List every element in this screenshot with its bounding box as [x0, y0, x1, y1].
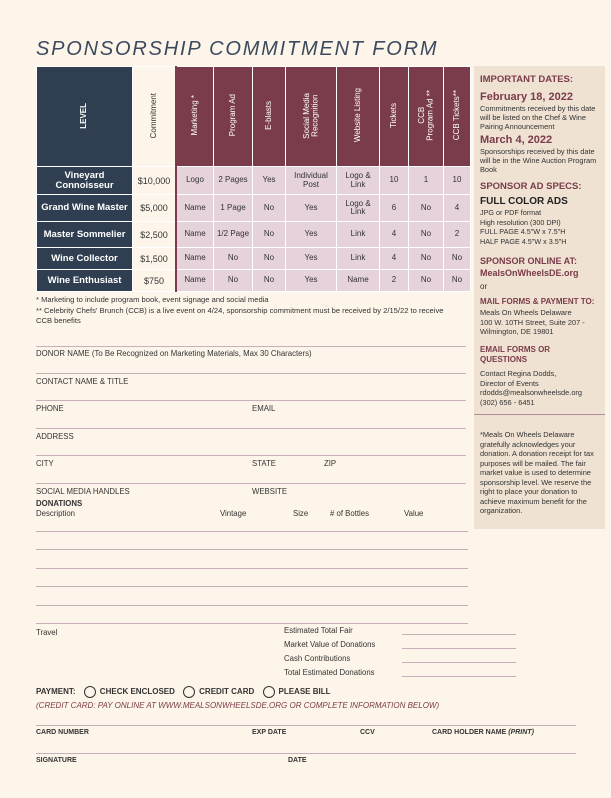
city-state-zip-field[interactable] — [36, 483, 466, 484]
table-cell: 6 — [380, 195, 409, 222]
or-text: or — [480, 282, 488, 291]
column-header: Program Ad — [214, 67, 253, 167]
table-cell: No — [253, 195, 286, 222]
table-cell: Yes — [286, 270, 337, 292]
phone-email-field[interactable] — [36, 428, 466, 429]
email-heading: EMAIL FORMS OR QUESTIONS — [480, 345, 551, 364]
table-cell: 4 — [380, 248, 409, 270]
column-header: CCB Program Ad ** — [409, 67, 444, 167]
contact-info: Contact Regina Dodds, Director of Events rdodds@mealsonwheelsde.org (302) 656 - 6451 — [480, 369, 582, 407]
table-cell: No — [409, 195, 444, 222]
table-cell: 10 — [380, 167, 409, 195]
value-label: Value — [404, 509, 424, 518]
table-row — [37, 195, 471, 222]
donation-line[interactable] — [36, 623, 468, 624]
table-row — [37, 248, 471, 270]
credit-card-label: CREDIT CARD — [199, 687, 255, 697]
table-cell: 4 — [380, 222, 409, 248]
please-bill-radio[interactable] — [263, 686, 275, 698]
level-name: Wine Collector — [37, 248, 133, 270]
column-header: Social Media Recognition — [286, 67, 337, 167]
page-title: SPONSORSHIP COMMITMENT FORM — [36, 38, 439, 60]
footnote-ccb: ** Celebrity Chefs' Brunch (CCB) is a live event on 4/24, sponsorship commitment must be received by 2/15/22 to receive CCB benefits — [36, 305, 444, 325]
ad-specs-heading: SPONSOR AD SPECS: — [480, 181, 582, 192]
table-cell: Logo & Link — [337, 195, 380, 222]
level-name: Grand Wine Master — [37, 195, 133, 222]
level-name: Vineyard Connoisseur — [37, 167, 133, 195]
check-enclosed-label: CHECK ENCLOSED — [99, 687, 175, 697]
email-label: EMAIL — [252, 404, 276, 413]
travel-label: Travel — [36, 628, 58, 637]
ccv-label: CCV — [360, 729, 375, 736]
commitment-value: $2,500 — [133, 222, 177, 248]
address-field[interactable] — [36, 455, 466, 456]
table-cell: Name — [176, 195, 214, 222]
table-cell: Individual Post — [286, 167, 337, 195]
important-dates-heading: IMPORTANT DATES: — [480, 74, 574, 85]
commitment-value: $10,000 — [133, 167, 177, 195]
payment-label: PAYMENT: — [36, 687, 76, 697]
cash-contributions-label: Cash Contributions — [284, 654, 351, 663]
table-row — [37, 270, 471, 292]
date-label: DATE — [288, 757, 307, 764]
table-cell: 1 — [409, 167, 444, 195]
level-header: LEVEL — [37, 67, 133, 167]
footnotes — [36, 295, 456, 327]
credit-card-note: (CREDIT CARD: PAY ONLINE AT WWW.MEALSONWHEELSDE.ORG OR COMPLETE INFORMATION BELOW) — [36, 701, 440, 710]
contact-name-label: CONTACT NAME & TITLE — [36, 377, 129, 386]
donations-heading: DONATIONS — [36, 499, 83, 508]
level-name: Master Sommelier — [37, 222, 133, 248]
column-header: E-blasts — [253, 67, 286, 167]
sponsorship-levels-table — [36, 66, 471, 292]
column-header: Tickets — [380, 67, 409, 167]
social-media-label: SOCIAL MEDIA HANDLES — [36, 487, 130, 496]
table-cell: Name — [337, 270, 380, 292]
credit-card-radio[interactable] — [183, 686, 195, 698]
disclaimer: *Meals On Wheels Delaware gratefully acknowledges your donation. A donation receipt for tax purposes will be mailed. The fair market value is used to determine sponsorship level. We reserve the right to place your donation to achieve maximum benefit for the organization. — [480, 430, 594, 515]
column-header: CCB Tickets** — [444, 67, 471, 167]
total-estimated-field[interactable] — [402, 676, 516, 677]
table-row — [37, 222, 471, 248]
donor-name-label: DONOR NAME (To Be Recognized on Marketing Materials, Max 30 Characters) — [36, 349, 312, 358]
table-cell: Yes — [286, 248, 337, 270]
table-cell: Name — [176, 270, 214, 292]
exp-date-label: EXP DATE — [252, 729, 287, 736]
commitment-value: $5,000 — [133, 195, 177, 222]
donation-line[interactable] — [36, 549, 468, 550]
table-cell: Logo — [176, 167, 214, 195]
city-label: CITY — [36, 459, 54, 468]
please-bill-label: PLEASE BILL — [278, 687, 331, 697]
ad-specs-title: FULL COLOR ADS — [480, 196, 568, 207]
table-cell: Yes — [253, 167, 286, 195]
payment-options — [36, 686, 331, 698]
donation-line[interactable] — [36, 605, 468, 606]
date-mar: March 4, 2022 — [480, 134, 553, 146]
phone-label: PHONE — [36, 404, 64, 413]
vintage-label: Vintage — [220, 509, 247, 518]
size-label: Size — [293, 509, 309, 518]
market-value-label: Market Value of Donations — [284, 640, 376, 649]
donation-line[interactable] — [36, 568, 468, 569]
estimated-total-fair-label: Estimated Total Fair — [284, 626, 353, 635]
total-estimated-label: Total Estimated Donations — [284, 668, 375, 677]
mail-heading: MAIL FORMS & PAYMENT TO: — [480, 297, 595, 306]
table-cell: No — [444, 248, 471, 270]
table-cell: Link — [337, 248, 380, 270]
commitment-header: Commitment — [133, 67, 177, 167]
table-cell: No — [409, 222, 444, 248]
address-label: ADDRESS — [36, 432, 74, 441]
table-cell: Yes — [286, 195, 337, 222]
donation-line[interactable] — [36, 531, 468, 532]
date-mar-text: Sponsorships received by this date will be in the Wine Auction Program Book — [480, 147, 597, 174]
column-header: Website Listing — [337, 67, 380, 167]
table-cell: No — [214, 270, 253, 292]
table-header-row — [37, 67, 471, 167]
column-header: Marketing * — [176, 67, 214, 167]
table-cell: No — [253, 222, 286, 248]
website-label: WEBSITE — [252, 487, 288, 496]
table-cell: 1/2 Page — [214, 222, 253, 248]
table-cell: 2 — [444, 222, 471, 248]
commitment-value: $750 — [133, 270, 177, 292]
mail-address: Meals On Wheels Delaware 100 W. 10TH Street, Suite 207 - Wilmington, DE 19801 — [480, 308, 585, 336]
table-cell: No — [253, 270, 286, 292]
table-row — [37, 167, 471, 195]
signature-label: SIGNATURE — [36, 757, 77, 764]
table-cell: 10 — [444, 167, 471, 195]
date-feb-text: Commitments received by this date will be listed on the Chef & Wine Pairing Announcement — [480, 104, 596, 131]
table-cell: No — [409, 270, 444, 292]
estimated-total-fair-field[interactable] — [402, 634, 516, 635]
table-cell: No — [253, 248, 286, 270]
commitment-value: $1,500 — [133, 248, 177, 270]
date-feb: February 18, 2022 — [480, 91, 573, 103]
sponsor-online-link[interactable]: MealsOnWheelsDE.org — [480, 268, 579, 278]
table-cell: No — [409, 248, 444, 270]
table-cell: 4 — [444, 195, 471, 222]
donor-name-field[interactable] — [36, 373, 466, 374]
signature-field[interactable] — [36, 753, 576, 754]
card-holder-label: CARD HOLDER NAME (PRINT) — [432, 729, 534, 736]
table-cell: Yes — [286, 222, 337, 248]
card-number-label: CARD NUMBER — [36, 729, 89, 736]
table-cell: 2 — [380, 270, 409, 292]
table-cell: Name — [176, 248, 214, 270]
table-cell: Link — [337, 222, 380, 248]
table-cell: No — [214, 248, 253, 270]
sponsor-online-heading: SPONSOR ONLINE AT: — [480, 256, 578, 266]
donation-line[interactable] — [36, 586, 468, 587]
zip-label: ZIP — [324, 459, 337, 468]
contact-name-field[interactable] — [36, 400, 466, 401]
level-name: Wine Enthusiast — [37, 270, 133, 292]
market-value-field[interactable] — [402, 648, 516, 649]
description-label: Description — [36, 509, 75, 518]
footnote-marketing: * Marketing to include program book, event signage and social media — [36, 295, 269, 304]
sidebar-divider — [474, 414, 605, 415]
table-cell: 2 Pages — [214, 167, 253, 195]
divider — [36, 346, 466, 347]
table-cell: No — [444, 270, 471, 292]
check-enclosed-radio[interactable] — [84, 686, 96, 698]
table-cell: Name — [176, 222, 214, 248]
card-number-field[interactable] — [36, 725, 576, 726]
ad-specs-list: JPG or PDF format High resolution (300 DPI) FULL PAGE 4.5"W x 7.5"H HALF PAGE 4.5"W x 3.5"H — [480, 208, 567, 246]
cash-contributions-field[interactable] — [402, 662, 516, 663]
state-label: STATE — [252, 459, 276, 468]
bottles-label: # of Bottles — [330, 509, 370, 518]
table-cell: 1 Page — [214, 195, 253, 222]
table-cell: Logo & Link — [337, 167, 380, 195]
